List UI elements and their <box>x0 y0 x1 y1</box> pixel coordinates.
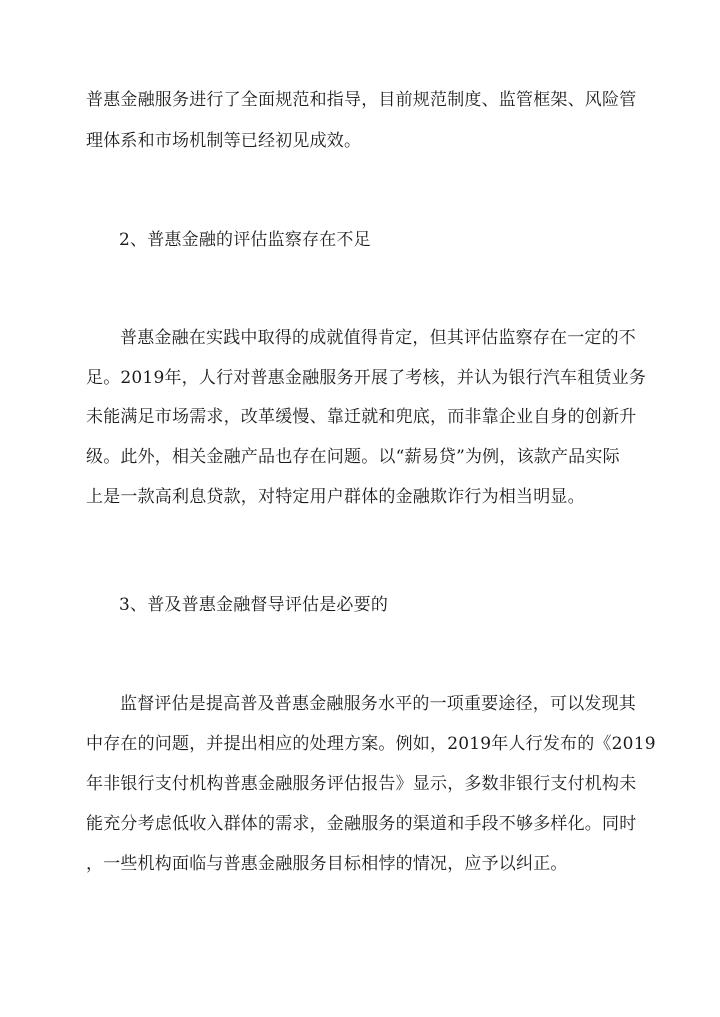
paragraph-3-line-4: 能充分考虑低收入群体的需求，金融服务的渠道和手段不够多样化。同时 <box>86 814 637 834</box>
paragraph-2-line-2: 足。2019年，人行对普惠金融服务开展了考核，并认为银行汽车租赁业务 <box>86 368 647 388</box>
paragraph-3-line-5: ，一些机构面临与普惠金融服务目标相悖的情况，应予以纠正。 <box>86 854 568 874</box>
paragraph-1-line-2: 理体系和市场机制等已经初见成效。 <box>86 131 362 151</box>
paragraph-2-line-4: 级。此外，相关金融产品也存在问题。以“薪易贷”为例，该款产品实际 <box>86 447 620 467</box>
paragraph-1-line-1: 普惠金融服务进行了全面规范和指导，目前规范制度、监管框架、风险管 <box>86 90 637 110</box>
paragraph-2-line-1: 普惠金融在实践中取得的成就值得肯定，但其评估监察存在一定的不 <box>120 328 636 348</box>
paragraph-2-line-3: 未能满足市场需求，改革缓慢、靠迁就和兜底，而非靠企业自身的创新升 <box>86 407 637 427</box>
paragraph-3-line-1: 监督评估是提高普及普惠金融服务水平的一项重要途径，可以发现其 <box>120 694 636 714</box>
paragraph-3-line-2: 中存在的问题，并提出相应的处理方案。例如，2019年人行发布的《2019 <box>86 734 656 754</box>
section-heading-2: 2、普惠金融的评估监察存在不足 <box>119 230 371 250</box>
paragraph-3-line-3: 年非银行支付机构普惠金融服务评估报告》显示，多数非银行支付机构未 <box>86 774 637 794</box>
section-heading-3: 3、普及普惠金融督导评估是必要的 <box>119 595 389 615</box>
paragraph-2-line-5: 上是一款高利息贷款，对特定用户群体的金融欺诈行为相当明显。 <box>86 487 585 507</box>
